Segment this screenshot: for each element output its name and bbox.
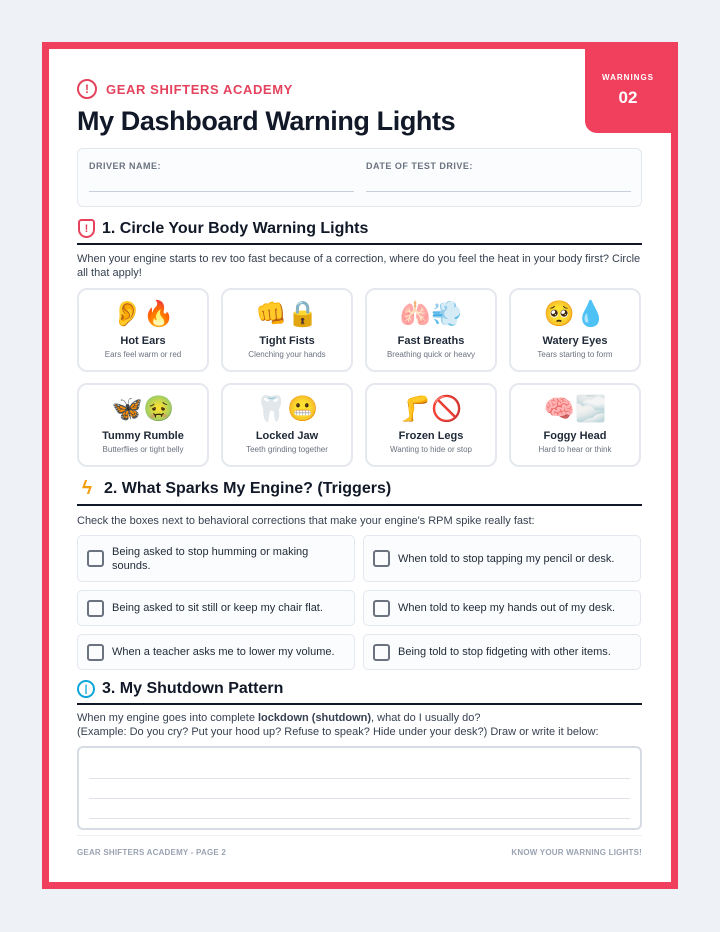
footer-right: KNOW YOUR WARNING LIGHTS! <box>511 848 642 857</box>
page-title: My Dashboard Warning Lights <box>77 106 456 136</box>
warning-card-frozen-legs[interactable] <box>365 383 497 467</box>
trigger-text: Being told to stop fidgeting with other items. <box>398 646 611 658</box>
card-subtitle: Hard to hear or think <box>538 445 612 454</box>
warning-card-locked-jaw[interactable] <box>221 383 353 467</box>
card-subtitle: Butterflies or tight belly <box>102 445 184 454</box>
section-3-header <box>77 680 642 705</box>
worksheet-page <box>42 42 678 889</box>
section-2-description: Check the boxes next to behavioral corrections that make your engine's RPM spike really fast: <box>77 515 535 527</box>
warning-card-watery-eyes[interactable] <box>509 288 641 372</box>
trigger-text: Being asked to sit still or keep my chair flat. <box>112 602 323 614</box>
trigger-item[interactable] <box>77 590 355 626</box>
checkbox[interactable] <box>373 600 390 617</box>
power-icon: | <box>77 680 95 698</box>
card-title: Tight Fists <box>259 335 315 347</box>
card-title: Frozen Legs <box>398 430 464 442</box>
section-3-desc-end: , what do I usually do? <box>371 712 481 724</box>
warning-card-tummy-rumble[interactable] <box>77 383 209 467</box>
card-title: Foggy Head <box>543 430 607 442</box>
section-1-description: When your engine starts to rev too fast because of a correction, where do you feel the heat in your body first? Circle all that apply! <box>77 253 641 279</box>
warnings-tag-number: 02 <box>618 88 638 107</box>
brand-name: GEAR SHIFTERS ACADEMY <box>106 81 293 97</box>
card-title: Tummy Rumble <box>102 430 184 442</box>
warning-card-hot-ears[interactable] <box>77 288 209 372</box>
trigger-text: Being asked to stop humming or making sounds. <box>112 545 309 572</box>
trigger-item[interactable] <box>363 634 641 670</box>
card-subtitle: Clenching your hands <box>248 350 326 359</box>
test-drive-date-field[interactable] <box>366 161 631 206</box>
section-2-title: 2. What Sparks My Engine? (Triggers) <box>104 480 392 497</box>
card-title: Watery Eyes <box>542 335 608 347</box>
test-drive-date-label: DATE OF TEST DRIVE: <box>366 161 473 171</box>
card-title: Fast Breaths <box>397 335 465 347</box>
driver-name-label: DRIVER NAME: <box>89 161 162 171</box>
locked-jaw-icon: 🦷😬 <box>255 395 319 423</box>
writing-line <box>89 798 630 799</box>
checkbox[interactable] <box>87 600 104 617</box>
driver-name-field[interactable] <box>89 161 354 206</box>
card-title: Locked Jaw <box>255 430 319 442</box>
section-3-desc-bold: lockdown (shutdown) <box>258 712 372 724</box>
body-warning-grid <box>77 288 642 467</box>
section-1-title: 1. Circle Your Body Warning Lights <box>102 219 369 237</box>
fast-breaths-icon: 🫁💨 <box>399 300 463 328</box>
trigger-item[interactable] <box>77 634 355 670</box>
trigger-text: When told to stop tapping my pencil or desk. <box>398 552 615 565</box>
card-subtitle: Teeth grinding together <box>246 445 328 454</box>
section-3-description <box>77 711 642 739</box>
frozen-legs-icon: 🦵🚫 <box>399 395 463 423</box>
trigger-item[interactable] <box>363 535 641 582</box>
page-footer <box>77 835 642 857</box>
checkbox[interactable] <box>373 550 390 567</box>
trigger-text: When told to keep my hands out of my desk. <box>398 602 616 614</box>
section-3-title: 3. My Shutdown Pattern <box>102 680 284 697</box>
shutdown-drawing-area[interactable] <box>77 746 642 830</box>
warning-card-fast-breaths[interactable] <box>365 288 497 372</box>
section-1-header <box>77 219 642 245</box>
hot-ears-icon: 👂🔥 <box>111 300 175 328</box>
section-2-header <box>77 479 642 506</box>
trigger-item[interactable] <box>77 535 355 582</box>
driver-info-box <box>77 148 642 207</box>
writing-line <box>89 818 630 819</box>
section-3-desc-start: When my engine goes into complete <box>77 712 258 724</box>
checkbox[interactable] <box>87 550 104 567</box>
card-subtitle: Ears feel warm or red <box>104 350 182 359</box>
card-subtitle: Breathing quick or heavy <box>386 350 476 359</box>
footer-left: GEAR SHIFTERS ACADEMY - PAGE 2 <box>77 848 226 857</box>
test-drive-date-line[interactable] <box>366 191 631 192</box>
foggy-head-icon: 🧠🌫️ <box>543 395 607 423</box>
brand-header <box>77 78 642 100</box>
trigger-item[interactable] <box>363 590 641 626</box>
warnings-tag-label: WARNINGS <box>602 73 654 82</box>
card-subtitle: Wanting to hide or stop <box>390 445 472 454</box>
checkbox[interactable] <box>87 644 104 661</box>
tight-fists-icon: 👊🔒 <box>255 300 319 328</box>
shield-alert-icon: ! <box>78 219 95 238</box>
trigger-text: When a teacher asks me to lower my volume. <box>112 646 335 658</box>
section-3-desc-line2: (Example: Do you cry? Put your hood up? Refuse to speak? Hide under your desk?) Draw or write it below: <box>77 726 599 738</box>
tummy-rumble-icon: 🦋🤢 <box>111 395 175 423</box>
lightning-bolt-icon: ϟ <box>81 478 93 499</box>
checkbox[interactable] <box>373 644 390 661</box>
trigger-checklist <box>77 535 642 670</box>
writing-line <box>89 778 630 779</box>
card-title: Hot Ears <box>120 335 166 347</box>
warning-card-foggy-head[interactable] <box>509 383 641 467</box>
watery-eyes-icon: 🥺💧 <box>543 300 607 328</box>
card-subtitle: Tears starting to form <box>537 350 613 359</box>
driver-name-line[interactable] <box>89 191 354 192</box>
alert-circle-icon: ! <box>77 79 97 99</box>
warning-card-tight-fists[interactable] <box>221 288 353 372</box>
